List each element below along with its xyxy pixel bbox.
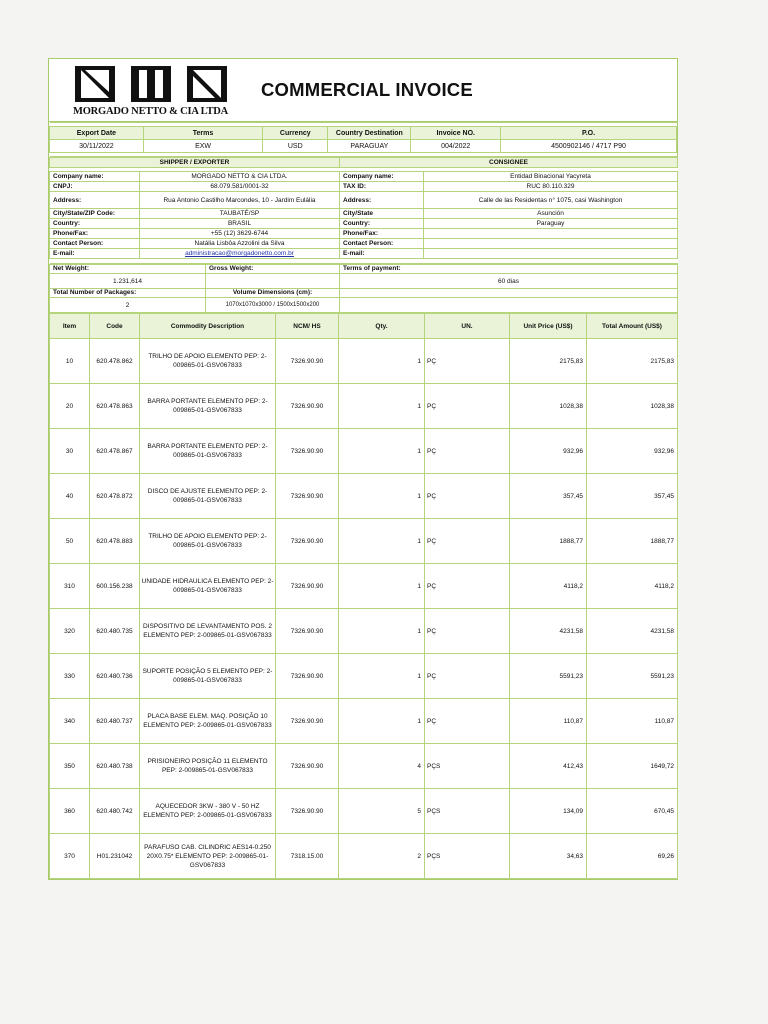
item-ncm: 7326.90.90	[276, 654, 339, 699]
item-quantity: 5	[339, 789, 425, 834]
currency: USD	[263, 140, 328, 153]
consignee-heading: CONSIGNEE	[340, 158, 678, 168]
item-unit: PÇ	[425, 339, 510, 384]
item-description: BARRA PORTANTE ELEMENTO PEP: 2-009865-01-GSV067833	[140, 384, 276, 429]
col-header: Item	[50, 314, 90, 339]
table-row	[50, 609, 678, 654]
purchase-order: 4500902146 / 4717 P90	[501, 140, 677, 153]
field-label: Gross Weight:	[206, 265, 340, 274]
item-ncm: 7326.90.90	[276, 339, 339, 384]
item-total: 1649,72	[587, 744, 678, 789]
item-number: 320	[50, 609, 90, 654]
field-label: Phone/Fax:	[340, 229, 424, 239]
shipper-company: MORGADO NETTO & CIA LTDA.	[140, 172, 340, 182]
shipper-heading: SHIPPER / EXPORTER	[50, 158, 340, 168]
item-total: 932,96	[587, 429, 678, 474]
field-label: Contact Person:	[340, 239, 424, 249]
shipper-cnpj: 68.079.581/0001-32	[140, 182, 340, 192]
company-logo-text: MORGADO NETTO & CIA LTDA	[73, 106, 229, 117]
item-code: 620.480.736	[90, 654, 140, 699]
item-unit-price: 134,09	[510, 789, 587, 834]
item-code: 620.480.742	[90, 789, 140, 834]
item-unit: PÇ	[425, 429, 510, 474]
logo-mark-icon	[73, 64, 233, 106]
consignee-address: Calle de las Residentas n° 1075, casi Washington	[424, 192, 678, 209]
item-number: 30	[50, 429, 90, 474]
item-quantity: 1	[339, 384, 425, 429]
item-quantity: 2	[339, 834, 425, 879]
item-ncm: 7326.90.90	[276, 474, 339, 519]
col-header: UN.	[425, 314, 510, 339]
col-header: Qty.	[339, 314, 425, 339]
col-header: Invoice NO.	[411, 127, 501, 140]
item-description: DISCO DE AJUSTE ELEMENTO PEP: 2-009865-01-GSV067833	[140, 474, 276, 519]
item-quantity: 4	[339, 744, 425, 789]
item-number: 10	[50, 339, 90, 384]
item-unit: PÇS	[425, 744, 510, 789]
item-description: AQUECEDOR 3KW - 380 V - 50 HZ ELEMENTO PEP: 2-009865-01-GSV067833	[140, 789, 276, 834]
item-total: 4118,2	[587, 564, 678, 609]
item-ncm: 7326.90.90	[276, 384, 339, 429]
col-header: Total Amount (US$)	[587, 314, 678, 339]
shipper-address: Rua Antonio Castilho Marcondes, 10 - Jardim Eulália	[140, 192, 340, 209]
summary-header-row	[50, 127, 677, 140]
item-quantity: 1	[339, 429, 425, 474]
item-unit-price: 4118,2	[510, 564, 587, 609]
terms: EXW	[143, 140, 262, 153]
table-row	[50, 339, 678, 384]
item-unit: PÇ	[425, 384, 510, 429]
field-label: Contact Person:	[50, 239, 140, 249]
consignee-phone	[424, 229, 678, 239]
item-number: 330	[50, 654, 90, 699]
item-quantity: 1	[339, 474, 425, 519]
item-number: 350	[50, 744, 90, 789]
table-row	[50, 789, 678, 834]
item-ncm: 7318.15.00	[276, 834, 339, 879]
field-label: TAX ID:	[340, 182, 424, 192]
item-number: 310	[50, 564, 90, 609]
country-destination: PARAGUAY	[328, 140, 411, 153]
table-row	[50, 654, 678, 699]
item-unit: PÇ	[425, 609, 510, 654]
item-code: 620.478.862	[90, 339, 140, 384]
table-row	[50, 519, 678, 564]
item-code: 620.478.872	[90, 474, 140, 519]
item-ncm: 7326.90.90	[276, 609, 339, 654]
volume-dimensions: 1070x1070x3000 / 1500x1500x200	[206, 298, 340, 313]
field-label: Company name:	[50, 172, 140, 182]
shipper-phone: +55 (12) 3629-6744	[140, 229, 340, 239]
item-ncm: 7326.90.90	[276, 429, 339, 474]
gross-weight	[206, 274, 340, 289]
item-description: DISPOSITIVO DE LEVANTAMENTO POS. 2 ELEMENTO PEP: 2-009865-01-GSV067833	[140, 609, 276, 654]
field-label: Total Number of Packages:	[50, 289, 206, 298]
field-label: Phone/Fax:	[50, 229, 140, 239]
consignee-contact	[424, 239, 678, 249]
field-label: CNPJ:	[50, 182, 140, 192]
invoice-number: 004/2022	[411, 140, 501, 153]
payment-terms: 60 dias	[340, 274, 678, 289]
item-code: 620.478.867	[90, 429, 140, 474]
item-unit: PÇ	[425, 699, 510, 744]
item-ncm: 7326.90.90	[276, 789, 339, 834]
consignee-country: Paraguay	[424, 219, 678, 229]
shipper-city: TAUBATÉ/SP	[140, 209, 340, 219]
shipper-email-cell	[140, 249, 340, 259]
company-logo	[73, 64, 233, 119]
invoice-sheet	[48, 58, 678, 880]
col-header: Country Destination	[328, 127, 411, 140]
item-number: 40	[50, 474, 90, 519]
table-row	[50, 429, 678, 474]
field-label: City/State	[340, 209, 424, 219]
item-description: PRISIONEIRO POSIÇÃO 11 ELEMENTO PEP: 2-009865-01-GSV067833	[140, 744, 276, 789]
item-code: 620.478.863	[90, 384, 140, 429]
item-code: H01.231042	[90, 834, 140, 879]
item-ncm: 7326.90.90	[276, 519, 339, 564]
consignee-tax-id: RUC 80.110.329	[424, 182, 678, 192]
item-total: 110,87	[587, 699, 678, 744]
item-quantity: 1	[339, 609, 425, 654]
item-quantity: 1	[339, 519, 425, 564]
summary-table	[49, 122, 677, 157]
item-unit-price: 1888,77	[510, 519, 587, 564]
item-total: 2175,83	[587, 339, 678, 384]
empty-cell	[340, 289, 678, 298]
field-label: Country:	[340, 219, 424, 229]
item-unit: PÇ	[425, 474, 510, 519]
item-quantity: 1	[339, 699, 425, 744]
col-header: NCM/ HS	[276, 314, 339, 339]
item-description: SUPORTE POSIÇÃO 5 ELEMENTO PEP: 2-009865-01-GSV067833	[140, 654, 276, 699]
item-number: 360	[50, 789, 90, 834]
item-total: 670,45	[587, 789, 678, 834]
field-label: E-mail:	[50, 249, 140, 259]
col-header: Currency	[263, 127, 328, 140]
invoice-header	[49, 59, 677, 122]
item-unit-price: 1028,38	[510, 384, 587, 429]
summary-value-row	[50, 140, 677, 153]
item-unit: PÇ	[425, 564, 510, 609]
item-description: PARAFUSO CAB. CILINDRIC AES14-0.250 20X0.75* ELEMENTO PEP: 2-009865-01-GSV067833	[140, 834, 276, 879]
item-unit-price: 4231,58	[510, 609, 587, 654]
table-row	[50, 384, 678, 429]
item-quantity: 1	[339, 654, 425, 699]
field-label: Volume Dimensions (cm):	[206, 289, 340, 298]
field-label: Terms of payment:	[340, 265, 678, 274]
table-row	[50, 564, 678, 609]
table-row	[50, 834, 678, 879]
item-number: 20	[50, 384, 90, 429]
item-unit-price: 357,45	[510, 474, 587, 519]
consignee-email	[424, 249, 678, 259]
item-unit-price: 5591,23	[510, 654, 587, 699]
field-label: E-mail:	[340, 249, 424, 259]
item-description: UNIDADE HIDRAULICA ELEMENTO PEP: 2-009865-01-GSV067833	[140, 564, 276, 609]
item-code: 620.480.735	[90, 609, 140, 654]
item-ncm: 7326.90.90	[276, 699, 339, 744]
item-code: 620.480.737	[90, 699, 140, 744]
item-quantity: 1	[339, 564, 425, 609]
field-label: Company name:	[340, 172, 424, 182]
item-unit-price: 110,87	[510, 699, 587, 744]
item-total: 4231,58	[587, 609, 678, 654]
item-total: 1028,38	[587, 384, 678, 429]
table-row	[50, 744, 678, 789]
items-header-row	[50, 314, 678, 339]
shipper-country: BRASIL	[140, 219, 340, 229]
table-row	[50, 474, 678, 519]
export-date: 30/11/2022	[50, 140, 144, 153]
col-header: Terms	[143, 127, 262, 140]
item-total: 1888,77	[587, 519, 678, 564]
item-ncm: 7326.90.90	[276, 564, 339, 609]
item-code: 600.156.238	[90, 564, 140, 609]
item-description: PLACA BASE ELEM. MAQ. POSIÇÃO 10 ELEMENTO PEP: 2-009865-01-GSV067833	[140, 699, 276, 744]
col-header: P.O.	[501, 127, 677, 140]
item-total: 5591,23	[587, 654, 678, 699]
consignee-company: Entidad Binacional Yacyreta	[424, 172, 678, 182]
shipper-email-link[interactable]: administracao@morgadonetto.com.br	[185, 250, 294, 257]
parties-table	[49, 157, 678, 264]
item-code: 620.480.738	[90, 744, 140, 789]
item-unit: PÇ	[425, 519, 510, 564]
col-header: Commodity Description	[140, 314, 276, 339]
item-ncm: 7326.90.90	[276, 744, 339, 789]
item-unit: PÇ	[425, 654, 510, 699]
item-unit: PÇS	[425, 789, 510, 834]
field-label: City/State/ZIP Code:	[50, 209, 140, 219]
item-unit-price: 932,96	[510, 429, 587, 474]
field-label: Net Weight:	[50, 265, 206, 274]
item-description: BARRA PORTANTE ELEMENTO PEP: 2-009865-01-GSV067833	[140, 429, 276, 474]
item-code: 620.478.883	[90, 519, 140, 564]
shipper-contact: Natália Lisbôa Azzolini da Silva	[140, 239, 340, 249]
consignee-city: Asunción	[424, 209, 678, 219]
field-label: Address:	[340, 192, 424, 209]
col-header: Unit Price (US$)	[510, 314, 587, 339]
shipment-table	[49, 264, 678, 313]
item-total: 357,45	[587, 474, 678, 519]
item-total: 69,26	[587, 834, 678, 879]
field-label: Address:	[50, 192, 140, 209]
item-unit: PÇS	[425, 834, 510, 879]
item-description: TRILHO DE APOIO ELEMENTO PEP: 2-009865-01-GSV067833	[140, 519, 276, 564]
col-header: Export Date	[50, 127, 144, 140]
page-title: COMMERCIAL INVOICE	[261, 79, 473, 100]
empty-cell	[340, 298, 678, 313]
net-weight: 1.231,614	[50, 274, 206, 289]
col-header: Code	[90, 314, 140, 339]
item-number: 50	[50, 519, 90, 564]
item-number: 370	[50, 834, 90, 879]
item-unit-price: 412,43	[510, 744, 587, 789]
field-label: Country:	[50, 219, 140, 229]
items-table	[49, 313, 678, 879]
table-row	[50, 699, 678, 744]
item-number: 340	[50, 699, 90, 744]
package-count: 2	[50, 298, 206, 313]
item-unit-price: 2175,83	[510, 339, 587, 384]
item-unit-price: 34,63	[510, 834, 587, 879]
item-quantity: 1	[339, 339, 425, 384]
item-description: TRILHO DE APOIO ELEMENTO PEP: 2-009865-01-GSV067833	[140, 339, 276, 384]
